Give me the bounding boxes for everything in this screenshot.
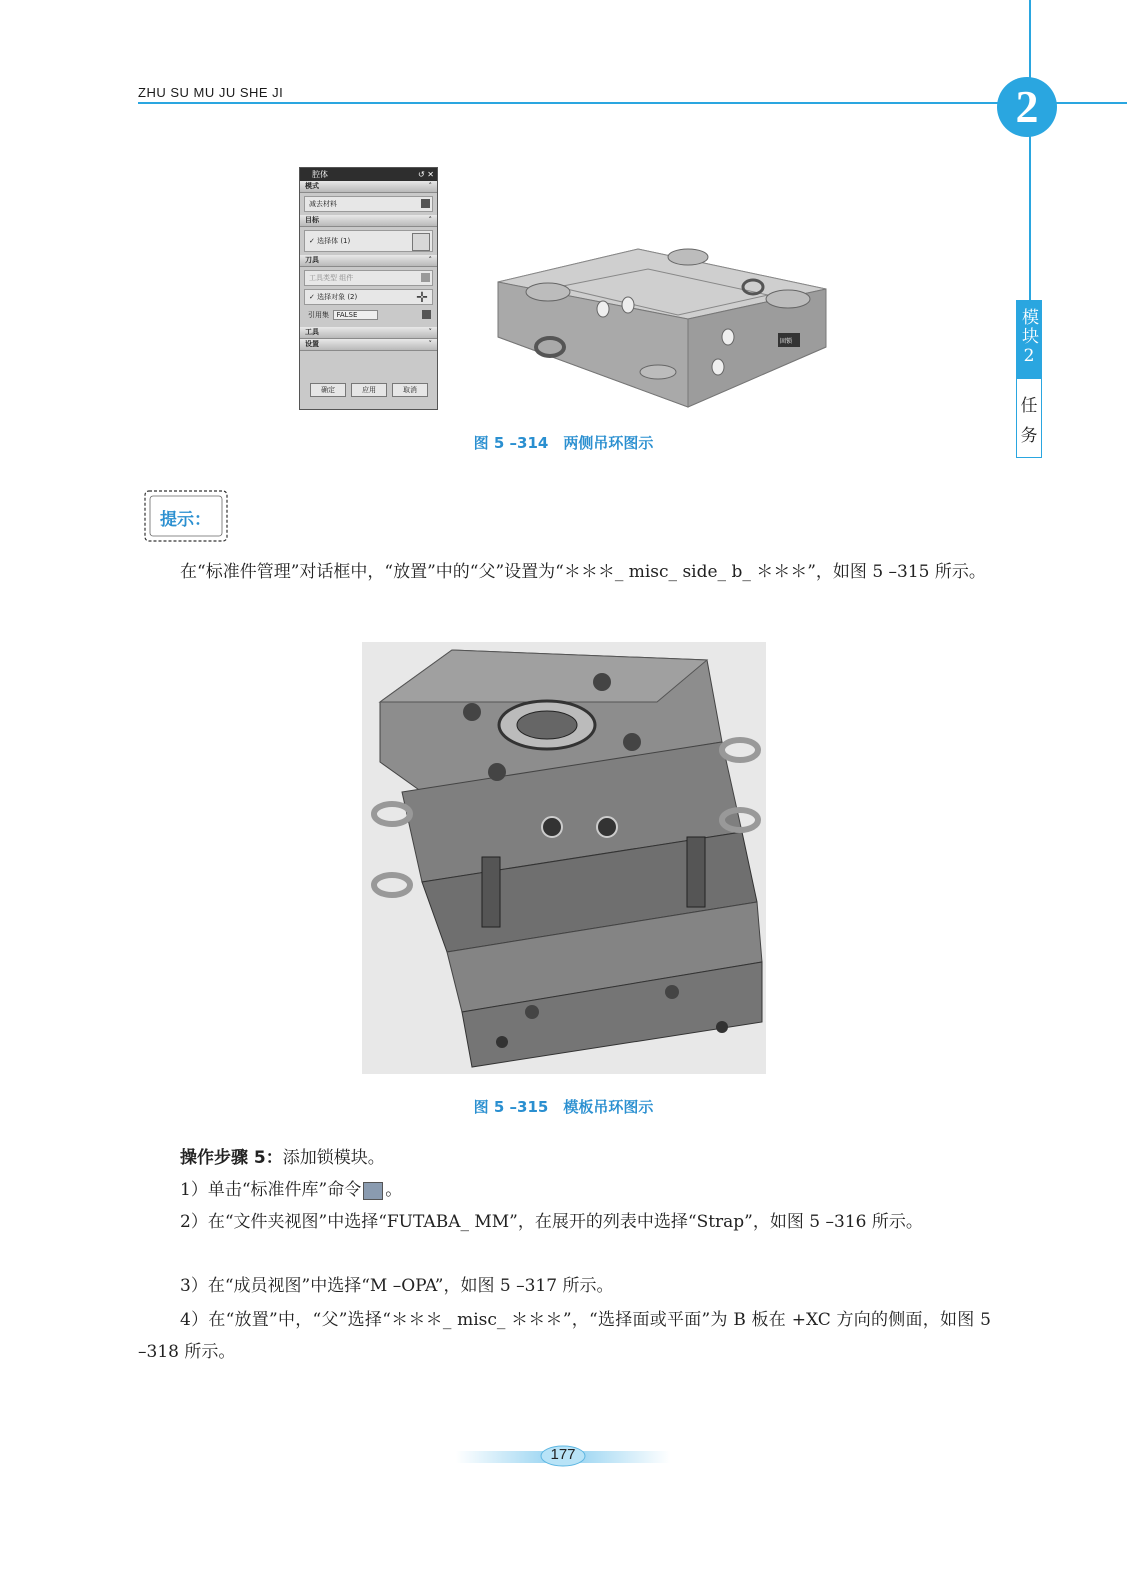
crosshair-icon: ✛ [416,290,428,306]
running-title: ZHU SU MU JU SHE JI [138,85,284,100]
mode-value: 减去材料 [309,200,337,208]
step5-item1-text: 1）单击“标准件库”命令 [180,1180,362,1200]
section-settings [300,339,437,351]
header-rule [138,102,1127,104]
tip-paragraph: 在“标准件管理”对话框中，“放置”中的“父”设置为“＊＊＊_ misc_ side_ b_ ＊＊＊”，如图 5 –315 所示。 [180,562,986,582]
chevron-down-icon: ˅ [428,328,432,336]
step5-title: 操作步骤 5： [180,1148,283,1168]
ref-set-label: 引用集 [308,311,329,319]
chapter-badge: 2 [997,77,1057,137]
tool-select-value: 选择对象 (2) [317,293,358,301]
tool-type-label: 工具类型 [309,274,337,282]
apply-button: 应用 [351,383,387,397]
section-tool-label: 刀具 [305,256,319,264]
side-tab-module [1017,301,1041,379]
step5-item-3: 3）在“成员视图”中选择“M –OPA”，如图 5 –317 所示。 [180,1276,614,1296]
ref-set-row [304,308,433,324]
cavity-dialog [299,167,438,410]
chevron-up-icon: ˄ [428,182,432,190]
section-target [300,215,437,227]
dialog-titlebar [300,168,437,181]
target-value: 选择体 (1) [317,237,351,245]
tip-label: 提示： [160,510,211,530]
figure-314-caption: 图 5 –314 两侧吊环图示 [473,434,654,452]
step5-item-1 [138,1174,991,1206]
tool-type-row [304,270,433,286]
section-tool [300,255,437,267]
mode-select [304,196,433,212]
figure-315-caption: 图 5 –315 模板吊环图示 [473,1098,654,1116]
dialog-buttons [310,383,428,397]
section-target-label: 目标 [305,216,319,224]
section-tools [300,327,437,339]
chevron-up-icon: ˄ [428,216,432,224]
section-mode-label: 模式 [305,182,319,190]
side-tab-task-text: 任务 [1020,396,1038,446]
tool-select-row: ✓ 选择对象 (2) ✛ [304,289,433,305]
chevron-up-icon: ˄ [428,256,432,264]
dropdown-icon [421,273,430,282]
target-select: ✓ 选择体 (1) [304,230,433,252]
ref-set-value: FALSE [333,310,378,320]
ok-button: 确定 [310,383,346,397]
dropdown-icon [422,310,431,319]
step5-item1-end: 。 [385,1180,403,1200]
close-icon: ↺ ✕ [418,170,434,179]
dropdown-icon [421,199,430,208]
plate-lifting-ring-model [488,227,833,412]
cube-icon [412,233,430,251]
section-settings-label: 设置 [305,340,319,348]
step5-heading [138,1142,991,1174]
chevron-down-icon: ˅ [428,340,432,348]
dialog-title: 腔体 [312,170,328,179]
section-mode [300,181,437,193]
standard-part-library-icon [363,1182,383,1200]
cancel-button: 取消 [392,383,428,397]
step5-item-2: 2）在“文件夹视图”中选择“FUTABA_ MM”，在展开的列表中选择“Strap”，如图 5 –316 所示。 [180,1212,923,1232]
section-tools-label: 工具 [305,328,319,336]
model-tag-label: 固锁 [780,338,793,345]
side-tab-module-text: 模块2 [1022,308,1039,366]
mold-lifting-ring-model [362,642,766,1074]
tool-type-value: 组件 [339,274,354,282]
step5-title-rest: 添加锁模块。 [282,1148,385,1168]
margin-rule [1029,0,1031,300]
step5-item-4: 4）在“放置”中，“父”选择“＊＊＊_ misc_ ＊＊＊”，“选择面或平面”为 B 板在 +XC 方向的侧面，如图 5 –318 所示。 [138,1310,991,1362]
page-number: 177 [550,1446,576,1463]
